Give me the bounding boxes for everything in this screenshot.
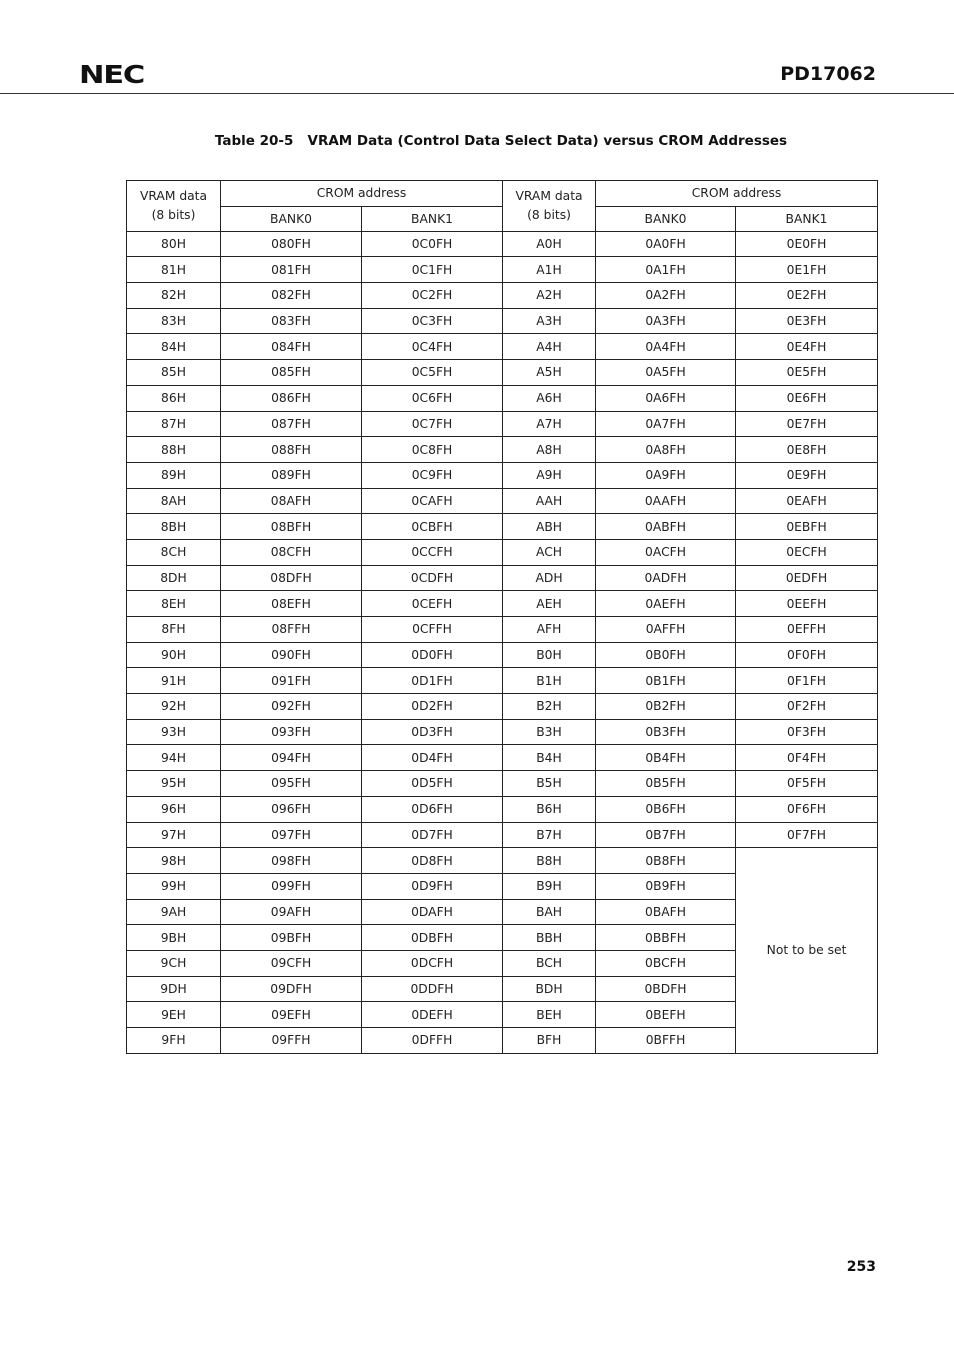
vram-header-line1: VRAM data (139, 188, 208, 203)
bank1-cell: 0E4FH (736, 334, 878, 360)
table-row (127, 642, 878, 668)
bank1-header-right: BANK1 (736, 206, 878, 231)
table-row (127, 771, 878, 797)
table-row (127, 411, 878, 437)
vram-data-cell: 9FH (127, 1028, 221, 1054)
bank0-cell: 093FH (221, 719, 362, 745)
bank1-cell: 0C5FH (362, 360, 503, 386)
vram-data-cell: 8BH (127, 514, 221, 540)
bank0-cell: 088FH (221, 437, 362, 463)
bank1-cell: 0ECFH (736, 539, 878, 565)
table-row (127, 796, 878, 822)
bank1-cell: 0F3FH (736, 719, 878, 745)
bank1-cell: 0DAFH (362, 899, 503, 925)
vram-data-cell: ADH (503, 565, 596, 591)
bank1-cell: 0D9FH (362, 873, 503, 899)
vram-data-cell: 9DH (127, 976, 221, 1002)
vram-data-cell: 9BH (127, 925, 221, 951)
vram-data-cell: A8H (503, 437, 596, 463)
bank0-cell: 0A2FH (596, 283, 736, 309)
vram-data-cell: BBH (503, 925, 596, 951)
nec-logo: NEC (79, 60, 145, 89)
bank0-cell: 0BBFH (596, 925, 736, 951)
bank1-cell: 0D2FH (362, 694, 503, 720)
bank0-cell: 099FH (221, 873, 362, 899)
bank1-cell: 0C4FH (362, 334, 503, 360)
table-row (127, 514, 878, 540)
bank0-header-right: BANK0 (596, 206, 736, 231)
bank0-cell: 0A8FH (596, 437, 736, 463)
not-to-be-set-cell: Not to be set (736, 848, 878, 1054)
page-number: 253 (846, 1259, 876, 1275)
bank0-cell: 0A7FH (596, 411, 736, 437)
bank0-cell: 092FH (221, 694, 362, 720)
bank0-cell: 091FH (221, 668, 362, 694)
table-row (127, 719, 878, 745)
bank1-cell: 0CBFH (362, 514, 503, 540)
bank1-cell: 0DBFH (362, 925, 503, 951)
bank1-cell: 0E0FH (736, 231, 878, 257)
vram-data-cell: 96H (127, 796, 221, 822)
vram-data-cell: B1H (503, 668, 596, 694)
vram-data-cell: A5H (503, 360, 596, 386)
table-row (127, 591, 878, 617)
bank0-cell: 08EFH (221, 591, 362, 617)
bank0-cell: 0B8FH (596, 848, 736, 874)
vram-data-cell: 8CH (127, 539, 221, 565)
vram-data-cell: A4H (503, 334, 596, 360)
table-row (127, 231, 878, 257)
vram-data-cell: A9H (503, 462, 596, 488)
bank0-cell: 085FH (221, 360, 362, 386)
bank0-cell: 096FH (221, 796, 362, 822)
bank0-cell: 0B7FH (596, 822, 736, 848)
vram-header-line2: (8 bits) (151, 207, 196, 222)
bank1-cell: 0E8FH (736, 437, 878, 463)
vram-data-cell: 8DH (127, 565, 221, 591)
vram-data-cell: 8EH (127, 591, 221, 617)
bank1-cell: 0E9FH (736, 462, 878, 488)
vram-data-cell: 94H (127, 745, 221, 771)
bank0-cell: 086FH (221, 385, 362, 411)
bank0-cell: 0B0FH (596, 642, 736, 668)
bank0-cell: 0B3FH (596, 719, 736, 745)
bank1-cell: 0DFFH (362, 1028, 503, 1054)
bank0-cell: 090FH (221, 642, 362, 668)
bank1-cell: 0F7FH (736, 822, 878, 848)
bank1-cell: 0D5FH (362, 771, 503, 797)
bank1-cell: 0EDFH (736, 565, 878, 591)
vram-data-cell: B9H (503, 873, 596, 899)
vram-data-cell: 90H (127, 642, 221, 668)
table-row (127, 745, 878, 771)
bank0-cell: 09CFH (221, 950, 362, 976)
bank0-cell: 0A1FH (596, 257, 736, 283)
document-id: PD17062 (780, 63, 876, 85)
bank0-cell: 0A9FH (596, 462, 736, 488)
bank0-cell: 089FH (221, 462, 362, 488)
bank1-cell: 0F2FH (736, 694, 878, 720)
bank0-cell: 0A6FH (596, 385, 736, 411)
bank1-cell: 0D3FH (362, 719, 503, 745)
bank0-cell: 081FH (221, 257, 362, 283)
table-row (127, 694, 878, 720)
table-row (127, 539, 878, 565)
bank0-cell: 09EFH (221, 1002, 362, 1028)
vram-data-cell: A3H (503, 308, 596, 334)
crom-address-header-right: CROM address (596, 181, 878, 207)
vram-data-cell: 99H (127, 873, 221, 899)
bank0-cell: 08AFH (221, 488, 362, 514)
bank0-cell: 098FH (221, 848, 362, 874)
table-row (127, 283, 878, 309)
table-row (127, 488, 878, 514)
bank0-cell: 09BFH (221, 925, 362, 951)
bank0-cell: 097FH (221, 822, 362, 848)
vram-data-cell: B4H (503, 745, 596, 771)
bank1-cell: 0CFFH (362, 617, 503, 643)
bank1-cell: 0C2FH (362, 283, 503, 309)
table-title: Table 20-5 VRAM Data (Control Data Select Data) versus CROM Addresses (214, 133, 788, 149)
bank1-cell: 0DDFH (362, 976, 503, 1002)
bank1-cell: 0D4FH (362, 745, 503, 771)
bank0-cell: 0ACFH (596, 539, 736, 565)
bank0-cell: 0A3FH (596, 308, 736, 334)
vram-data-cell: BAH (503, 899, 596, 925)
bank1-cell: 0E7FH (736, 411, 878, 437)
vram-data-cell: B2H (503, 694, 596, 720)
bank0-cell: 0B6FH (596, 796, 736, 822)
bank1-cell: 0D1FH (362, 668, 503, 694)
vram-data-cell: A1H (503, 257, 596, 283)
bank1-cell: 0EBFH (736, 514, 878, 540)
vram-data-cell: 98H (127, 848, 221, 874)
table-row (127, 437, 878, 463)
vram-data-cell: A7H (503, 411, 596, 437)
table-row (127, 308, 878, 334)
vram-data-cell: BCH (503, 950, 596, 976)
bank1-cell: 0EEFH (736, 591, 878, 617)
table-body (127, 231, 878, 1053)
vram-data-cell: B3H (503, 719, 596, 745)
bank0-cell: 0ABFH (596, 514, 736, 540)
vram-data-cell: 9CH (127, 950, 221, 976)
bank1-cell: 0CEFH (362, 591, 503, 617)
bank0-cell: 08FFH (221, 617, 362, 643)
vram-data-cell: 93H (127, 719, 221, 745)
bank0-cell: 0B4FH (596, 745, 736, 771)
table-row (127, 257, 878, 283)
bank1-cell: 0CCFH (362, 539, 503, 565)
vram-data-cell: BDH (503, 976, 596, 1002)
vram-header-line1: VRAM data (515, 188, 583, 203)
vram-data-cell: 81H (127, 257, 221, 283)
bank1-cell: 0CDFH (362, 565, 503, 591)
bank0-cell: 08DFH (221, 565, 362, 591)
bank1-cell: 0C1FH (362, 257, 503, 283)
vram-data-cell: 89H (127, 462, 221, 488)
vram-data-cell: B5H (503, 771, 596, 797)
bank0-cell: 0BEFH (596, 1002, 736, 1028)
vram-data-cell: BFH (503, 1028, 596, 1054)
bank0-cell: 080FH (221, 231, 362, 257)
bank1-cell: 0C8FH (362, 437, 503, 463)
table-row (127, 565, 878, 591)
bank1-cell: 0CAFH (362, 488, 503, 514)
bank0-cell: 084FH (221, 334, 362, 360)
table-row (127, 822, 878, 848)
bank1-cell: 0F0FH (736, 642, 878, 668)
bank1-cell: 0E2FH (736, 283, 878, 309)
bank1-cell: 0D6FH (362, 796, 503, 822)
crom-address-header-left: CROM address (221, 181, 503, 207)
bank0-cell: 0ADFH (596, 565, 736, 591)
bank0-cell: 0BFFH (596, 1028, 736, 1054)
bank1-cell: 0EAFH (736, 488, 878, 514)
bank1-cell: 0E6FH (736, 385, 878, 411)
vram-data-header-left (127, 181, 221, 232)
bank0-cell: 0AFFH (596, 617, 736, 643)
bank0-cell: 0A5FH (596, 360, 736, 386)
bank0-cell: 094FH (221, 745, 362, 771)
bank1-cell: 0C7FH (362, 411, 503, 437)
bank1-cell: 0DCFH (362, 950, 503, 976)
vram-data-cell: AEH (503, 591, 596, 617)
bank0-cell: 095FH (221, 771, 362, 797)
table-row (127, 668, 878, 694)
vram-data-cell: 84H (127, 334, 221, 360)
header-rule (0, 93, 954, 94)
vram-data-cell: 92H (127, 694, 221, 720)
vram-data-header-right (503, 181, 596, 232)
bank0-cell: 0B2FH (596, 694, 736, 720)
vram-data-cell: 9AH (127, 899, 221, 925)
bank0-cell: 09AFH (221, 899, 362, 925)
bank0-cell: 0AEFH (596, 591, 736, 617)
vram-data-cell: 87H (127, 411, 221, 437)
vram-data-cell: AAH (503, 488, 596, 514)
vram-data-cell: 91H (127, 668, 221, 694)
table-row (127, 848, 878, 874)
vram-data-cell: BEH (503, 1002, 596, 1028)
bank1-cell: 0F6FH (736, 796, 878, 822)
bank0-cell: 0BCFH (596, 950, 736, 976)
bank1-cell: 0C3FH (362, 308, 503, 334)
table-row (127, 360, 878, 386)
bank1-cell: 0F1FH (736, 668, 878, 694)
vram-data-cell: 9EH (127, 1002, 221, 1028)
vram-data-cell: 88H (127, 437, 221, 463)
bank0-cell: 0B5FH (596, 771, 736, 797)
bank1-cell: 0F5FH (736, 771, 878, 797)
bank1-cell: 0E3FH (736, 308, 878, 334)
crom-address-table (126, 180, 878, 1054)
bank0-cell: 0BAFH (596, 899, 736, 925)
bank1-cell: 0EFFH (736, 617, 878, 643)
bank1-cell: 0DEFH (362, 1002, 503, 1028)
vram-data-cell: 8FH (127, 617, 221, 643)
table-subheader-row (127, 206, 878, 231)
vram-data-cell: ABH (503, 514, 596, 540)
bank0-cell: 087FH (221, 411, 362, 437)
table-row (127, 334, 878, 360)
bank0-cell: 0AAFH (596, 488, 736, 514)
bank0-cell: 08CFH (221, 539, 362, 565)
vram-data-cell: 83H (127, 308, 221, 334)
vram-data-cell: A6H (503, 385, 596, 411)
bank0-cell: 09DFH (221, 976, 362, 1002)
table-row (127, 462, 878, 488)
bank0-cell: 0A4FH (596, 334, 736, 360)
vram-data-cell: 85H (127, 360, 221, 386)
vram-data-cell: 97H (127, 822, 221, 848)
bank1-cell: 0D0FH (362, 642, 503, 668)
bank1-cell: 0C6FH (362, 385, 503, 411)
vram-data-cell: 82H (127, 283, 221, 309)
vram-data-cell: A0H (503, 231, 596, 257)
bank0-cell: 0BDFH (596, 976, 736, 1002)
bank0-cell: 0B9FH (596, 873, 736, 899)
bank0-cell: 083FH (221, 308, 362, 334)
vram-data-cell: B6H (503, 796, 596, 822)
bank1-cell: 0C0FH (362, 231, 503, 257)
bank1-cell: 0E5FH (736, 360, 878, 386)
vram-data-cell: 86H (127, 385, 221, 411)
vram-data-cell: B7H (503, 822, 596, 848)
vram-header-line2: (8 bits) (527, 207, 571, 222)
bank1-header-left: BANK1 (362, 206, 503, 231)
vram-data-cell: 8AH (127, 488, 221, 514)
vram-data-cell: 95H (127, 771, 221, 797)
vram-data-cell: A2H (503, 283, 596, 309)
bank1-cell: 0D8FH (362, 848, 503, 874)
bank0-cell: 0A0FH (596, 231, 736, 257)
bank0-cell: 0B1FH (596, 668, 736, 694)
table-row (127, 617, 878, 643)
bank1-cell: 0E1FH (736, 257, 878, 283)
bank1-cell: 0D7FH (362, 822, 503, 848)
vram-data-cell: AFH (503, 617, 596, 643)
bank0-cell: 082FH (221, 283, 362, 309)
vram-data-cell: 80H (127, 231, 221, 257)
vram-data-cell: B0H (503, 642, 596, 668)
vram-data-cell: B8H (503, 848, 596, 874)
bank0-cell: 09FFH (221, 1028, 362, 1054)
bank1-cell: 0C9FH (362, 462, 503, 488)
vram-data-cell: ACH (503, 539, 596, 565)
table-row (127, 385, 878, 411)
table-header-row (127, 181, 878, 207)
bank0-header-left: BANK0 (221, 206, 362, 231)
bank1-cell: 0F4FH (736, 745, 878, 771)
bank0-cell: 08BFH (221, 514, 362, 540)
